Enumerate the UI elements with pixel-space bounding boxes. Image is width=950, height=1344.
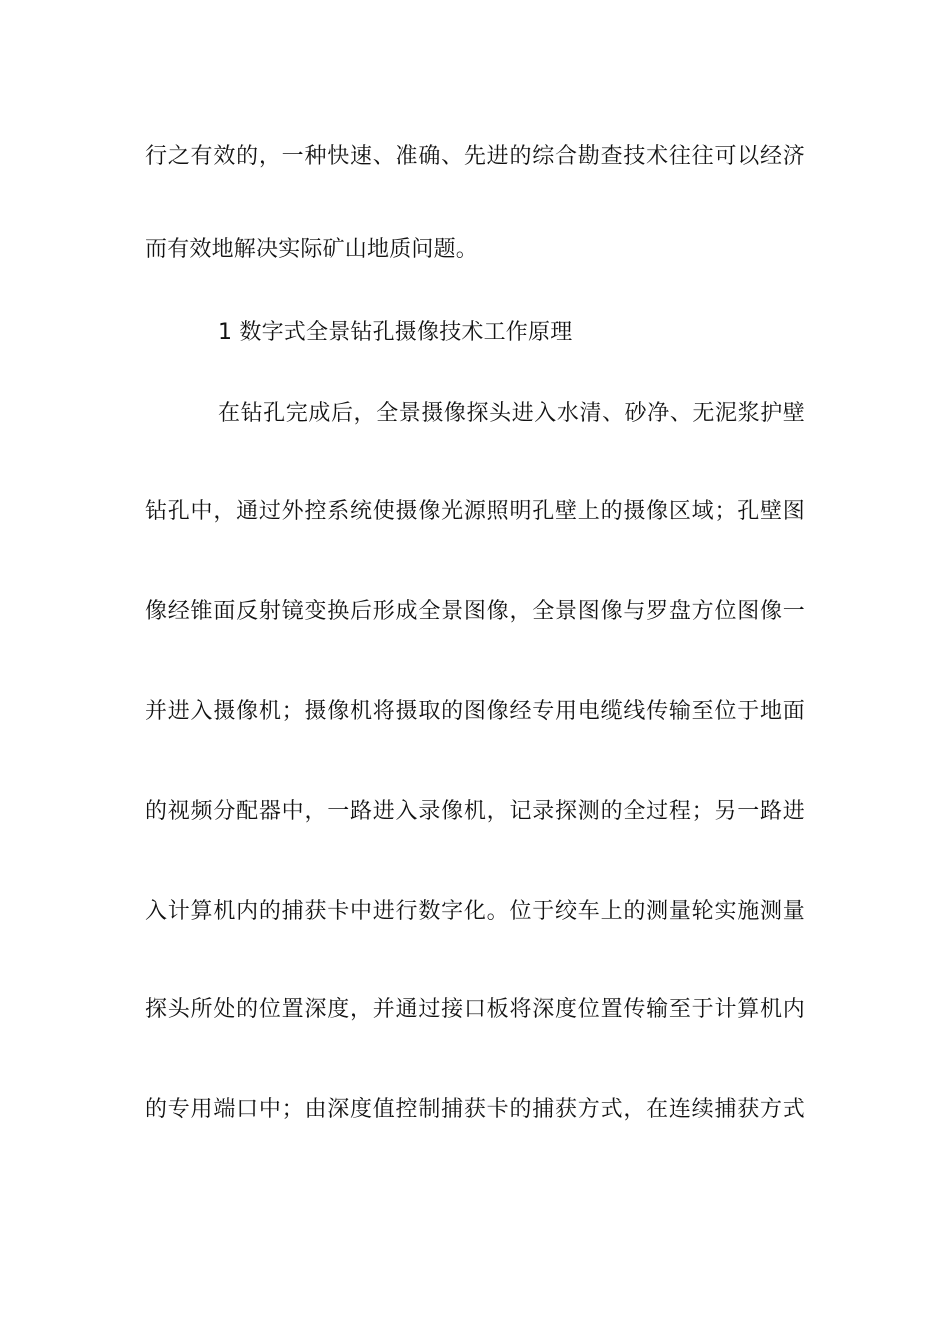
paragraph-line: 入计算机内的捕获卡中进行数字化。位于绞车上的测量轮实施测量 [145, 899, 805, 924]
paragraph-line: 像经锥面反射镜变换后形成全景图像，全景图像与罗盘方位图像一 [145, 599, 805, 624]
paragraph-line: 并进入摄像机；摄像机将摄取的图像经专用电缆线传输至位于地面 [145, 699, 805, 724]
paragraph-line: 的视频分配器中，一路进入录像机，记录探测的全过程；另一路进 [145, 799, 805, 824]
paragraph-line: 探头所处的位置深度，并通过接口板将深度位置传输至于计算机内 [145, 997, 805, 1022]
paragraph-line: 行之有效的，一种快速、准确、先进的综合勘查技术往往可以经济 [145, 144, 805, 169]
section-heading: 1 数字式全景钻孔摄像技术工作原理 [218, 320, 573, 345]
paragraph-line: 钻孔中，通过外控系统使摄像光源照明孔壁上的摄像区域；孔壁图 [145, 499, 805, 524]
paragraph-line: 的专用端口中；由深度值控制捕获卡的捕获方式，在连续捕获方式 [145, 1097, 805, 1122]
paragraph-line: 而有效地解决实际矿山地质问题。 [145, 237, 479, 262]
paragraph-line: 在钻孔完成后，全景摄像探头进入水清、砂净、无泥浆护壁 [218, 401, 805, 426]
